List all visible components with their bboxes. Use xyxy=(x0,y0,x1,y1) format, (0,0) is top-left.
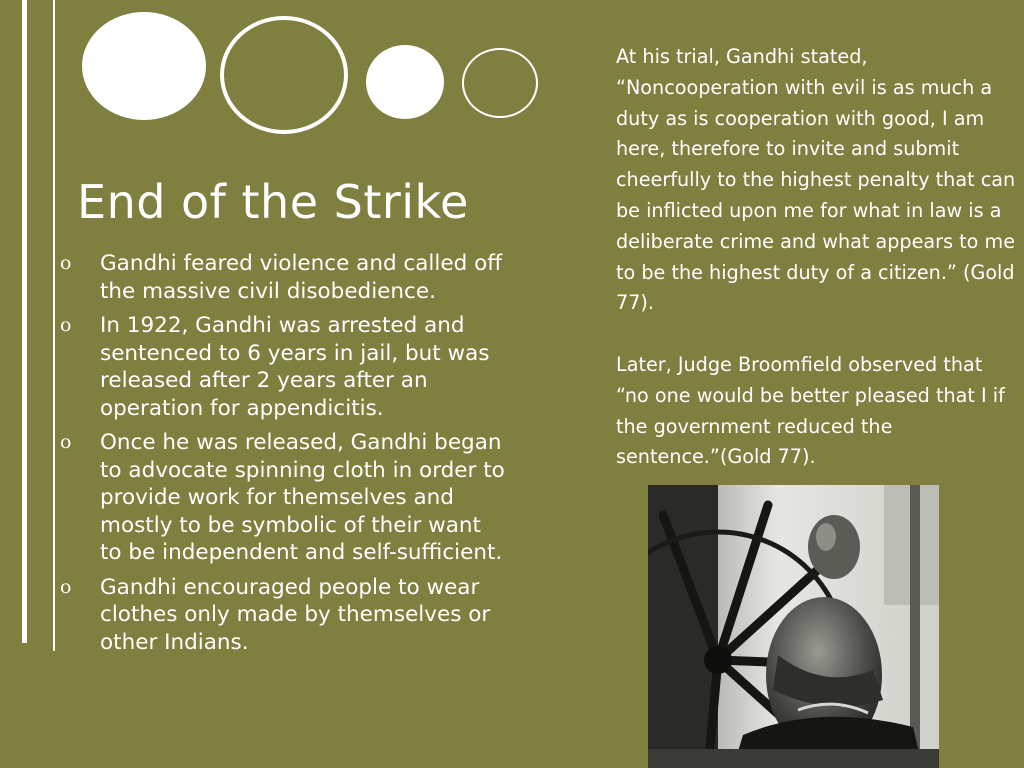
decorative-vertical-line-thick xyxy=(22,0,27,643)
bullet-item xyxy=(58,429,508,567)
decorative-circle-filled-large xyxy=(82,12,206,120)
bullet-text: Gandhi encouraged people to wear clothes only made by themselves or other Indians. xyxy=(100,574,491,655)
slide-title: End of the Strike xyxy=(77,175,469,229)
bullet-marker-icon: o xyxy=(60,575,72,598)
bullet-marker-icon: o xyxy=(60,252,72,274)
judge-quote-paragraph: Later, Judge Broomfield observed that “no one would be better pleased that I if the government reduced the sentence.”(Gold 77). xyxy=(616,352,1005,469)
gandhi-spinning-wheel-photo xyxy=(648,485,939,768)
trial-quote-paragraph: At his trial, Gandhi stated, “Noncooperation with evil is as much a duty as is cooperation with good, I am here, therefore to invite and submit cheerfully to the highest penalty that can be inflicted upon me for what in law is a deliberate crime and what appears to me to be the highest duty of a citizen.” (Gold 77). xyxy=(616,45,1016,315)
decorative-circle-outline-large xyxy=(220,16,348,134)
bullet-text: Once he was released, Gandhi began to advocate spinning cloth in order to provide work for themselves and mostly to be symbolic of their want to be independent and self-sufficient. xyxy=(100,430,505,565)
bullet-marker-icon: o xyxy=(60,431,72,453)
decorative-circle-filled-small xyxy=(366,45,444,119)
bullet-item xyxy=(58,250,508,305)
quote-text-block xyxy=(616,42,1016,473)
bullet-item xyxy=(58,574,508,657)
bullet-marker-icon: o xyxy=(60,314,72,336)
bullet-text: Gandhi feared violence and called off the massive civil disobedience. xyxy=(100,251,503,304)
decorative-circle-outline-small xyxy=(462,48,538,118)
bullet-text: In 1922, Gandhi was arrested and sentenced to 6 years in jail, but was released after 2 years after an operation for appendicitis. xyxy=(100,313,490,421)
decorative-vertical-line-thin xyxy=(53,0,55,651)
bullet-list xyxy=(58,250,508,663)
bullet-item xyxy=(58,312,508,422)
